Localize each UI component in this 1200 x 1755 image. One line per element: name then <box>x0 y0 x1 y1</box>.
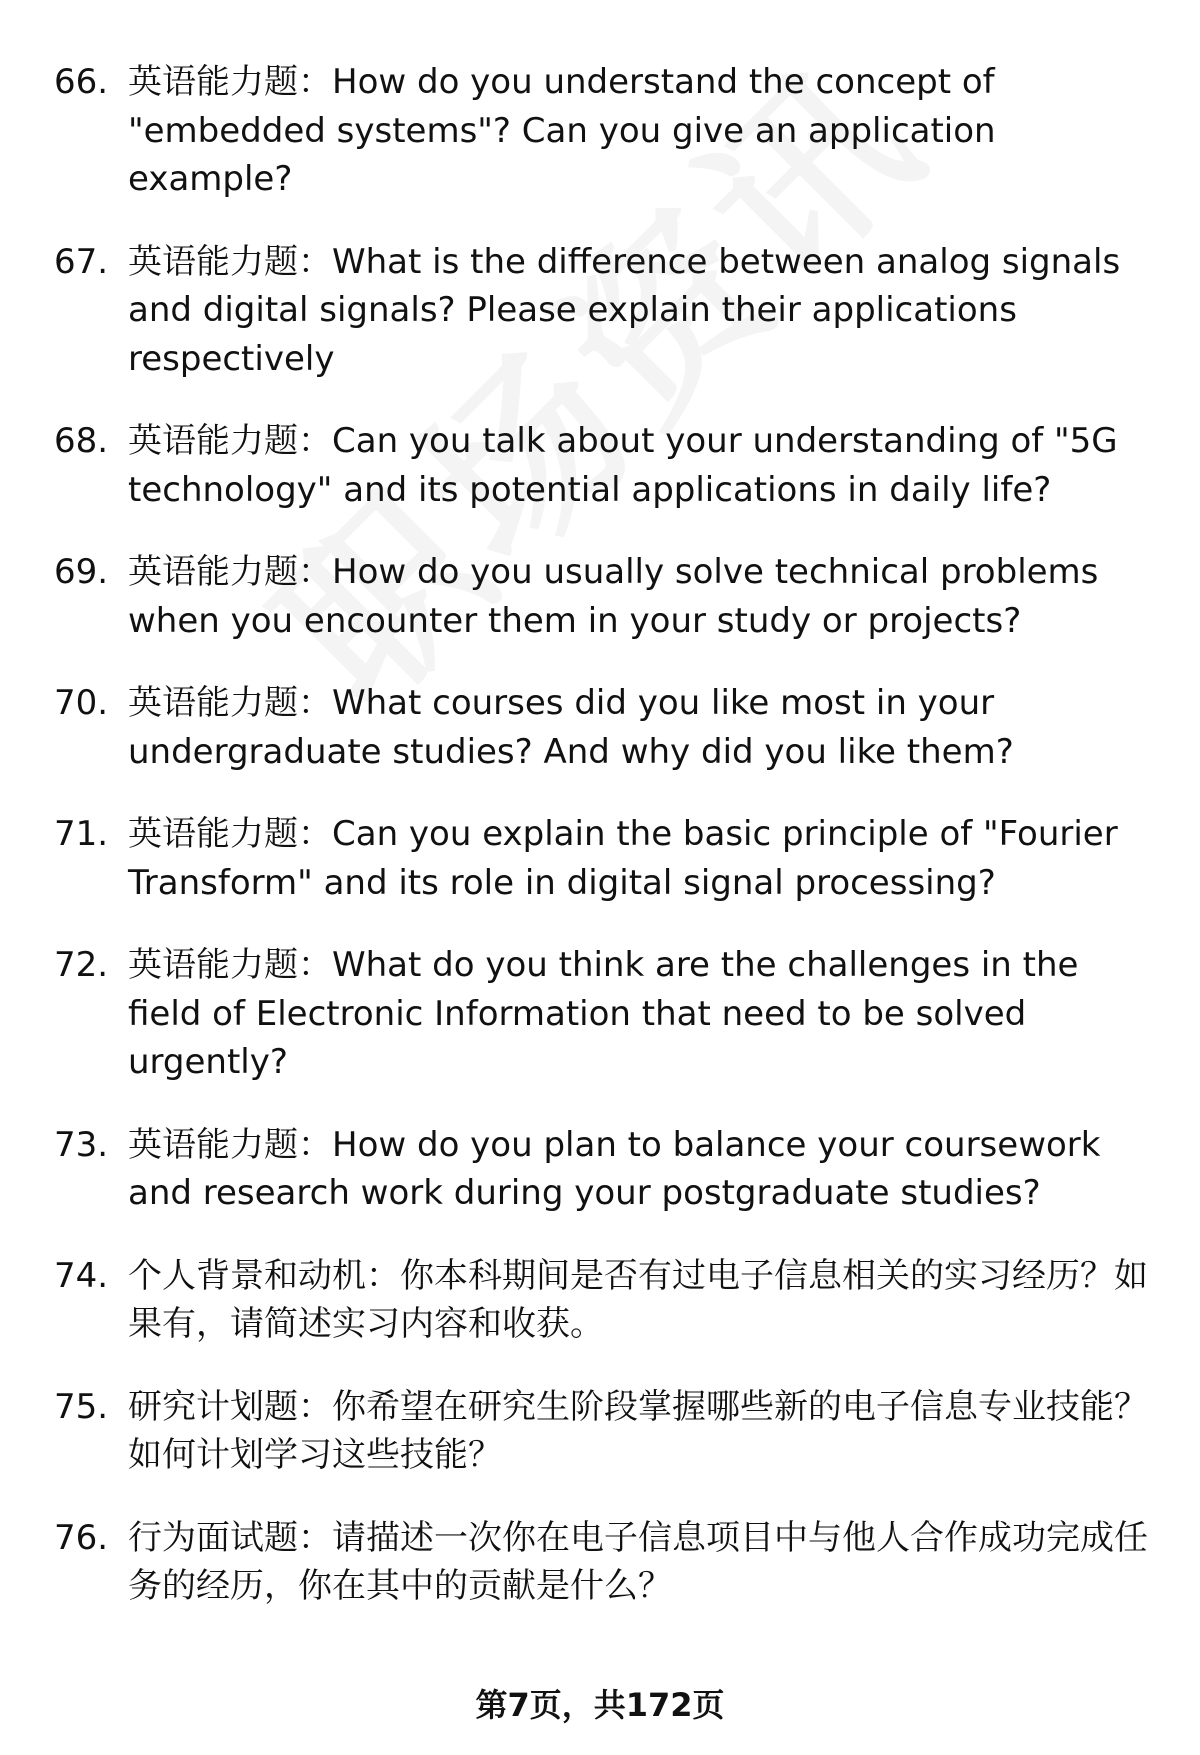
page-footer: 第7页，共172页 <box>475 1686 725 1724</box>
question-text: 个人背景和动机：你本科期间是否有过电子信息相关的实习经历？如果有，请简述实习内容和收获。 <box>128 1255 1148 1344</box>
question-text: 英语能力题：What is the difference between analog signals and digital signals? Please explain their applications respectively <box>128 241 1121 379</box>
question-number: 71. <box>54 814 109 854</box>
question-number: 69. <box>54 552 109 592</box>
question-number: 74. <box>54 1255 109 1296</box>
question-list <box>54 58 1154 1645</box>
question-item-75 <box>54 1383 1154 1480</box>
question-item-71 <box>54 810 1154 907</box>
question-item-68 <box>54 417 1154 514</box>
question-text: 英语能力题：How do you plan to balance your coursework and research work during your postgraduate studies? <box>128 1124 1101 1213</box>
question-text: 研究计划题：你希望在研究生阶段掌握哪些新的电子信息专业技能？如何计划学习这些技能？ <box>128 1386 1148 1475</box>
question-number: 72. <box>54 945 109 985</box>
question-number: 73. <box>54 1124 109 1165</box>
question-item-70 <box>54 679 1154 776</box>
question-item-69 <box>54 548 1154 645</box>
question-number: 76. <box>54 1517 109 1558</box>
question-item-66 <box>54 58 1154 204</box>
question-item-72 <box>54 941 1154 1087</box>
question-text: 英语能力题：Can you explain the basic principle of "Fourier Transform" and its role in digital signal processing? <box>128 814 1118 903</box>
question-text: 英语能力题：How do you usually solve technical problems when you encounter them in your study or projects? <box>128 552 1099 641</box>
question-item-67 <box>54 238 1154 384</box>
question-text: 英语能力题：Can you talk about your understanding of "5G technology" and its potential applications in daily life? <box>128 421 1118 510</box>
question-number: 66. <box>54 62 109 102</box>
question-text: 英语能力题：What courses did you like most in your undergraduate studies? And why did you like them? <box>128 683 1014 772</box>
question-item-73 <box>54 1121 1154 1218</box>
question-number: 70. <box>54 683 109 723</box>
question-number: 68. <box>54 421 109 461</box>
question-number: 67. <box>54 241 109 282</box>
question-number: 75. <box>54 1386 109 1427</box>
question-text: 英语能力题：What do you think are the challenges in the field of Electronic Information that need to be solved urgently? <box>128 945 1079 1082</box>
question-text: 行为面试题：请描述一次你在电子信息项目中与他人合作成功完成任务的经历，你在其中的贡献是什么？ <box>128 1517 1148 1606</box>
question-item-76 <box>54 1514 1154 1611</box>
question-item-74 <box>54 1252 1154 1349</box>
question-text: 英语能力题：How do you understand the concept of "embedded systems"? Can you give an application example? <box>128 62 996 199</box>
